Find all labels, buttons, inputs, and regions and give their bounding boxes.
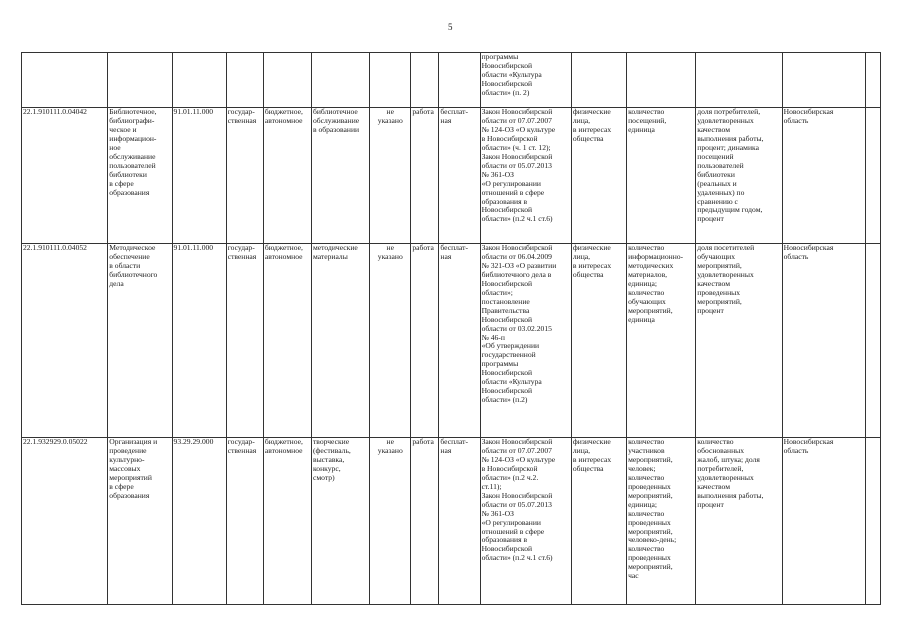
cell-consumers: физические лица, в интересах общества <box>571 438 626 605</box>
cell-code <box>22 53 108 108</box>
cell-extra <box>865 53 880 108</box>
cell-consumers: физические лица, в интересах общества <box>571 108 626 244</box>
cell-content: библиотечное обслуживание в образовании <box>311 108 369 244</box>
cell-consumers <box>571 53 626 108</box>
cell-code: 22.1.910111.0.04042 <box>22 108 108 244</box>
cell-pay: бесплат- ная <box>439 438 480 605</box>
cell-okved: 93.29.29.000 <box>172 438 226 605</box>
cell-region: Новосибирская область <box>782 438 865 605</box>
cell-volume: количество информационно- методических материалов, единица; количество обучающих мероприятий, единица <box>627 244 696 438</box>
cell-okved: 91.01.11.000 <box>172 108 226 244</box>
cell-status: государ- ственная <box>226 244 263 438</box>
cell-name <box>108 53 172 108</box>
cell-content <box>311 53 369 108</box>
cell-consumers: физические лица, в интересах общества <box>571 244 626 438</box>
cell-quality: количество обоснованных жалоб, штука; доля потребителей, удовлетворенных качеством выполнения работы, процент <box>696 438 782 605</box>
table-row <box>22 244 881 438</box>
cell-name: Библиотечное, библиографи- ческое и информацион- ное обслуживание пользователей библиотеки в сфере образования <box>108 108 172 244</box>
cell-content: творческие (фестиваль, выставка, конкурс, смотр) <box>311 438 369 605</box>
cell-institution: бюджетное, автономное <box>263 108 311 244</box>
cell-volume: количество посещений, единица <box>627 108 696 244</box>
cell-code: 22.1.910111.0.04052 <box>22 244 108 438</box>
cell-unspecified: не указано <box>370 108 411 244</box>
cell-pay: бесплат- ная <box>439 244 480 438</box>
cell-quality <box>696 53 782 108</box>
cell-region <box>782 53 865 108</box>
cell-kind: работа <box>411 244 439 438</box>
cell-region: Новосибирская область <box>782 244 865 438</box>
cell-status: государ- ственная <box>226 438 263 605</box>
cell-status: государ- ственная <box>226 108 263 244</box>
cell-unspecified <box>370 53 411 108</box>
cell-pay <box>439 53 480 108</box>
cell-pay: бесплат- ная <box>439 108 480 244</box>
cell-kind: работа <box>411 108 439 244</box>
cell-institution: бюджетное, автономное <box>263 438 311 605</box>
table-row <box>22 108 881 244</box>
cell-okved <box>172 53 226 108</box>
cell-region: Новосибирская область <box>782 108 865 244</box>
cell-extra <box>865 108 880 244</box>
cell-name: Методическое обеспечение в области библиотечного дела <box>108 244 172 438</box>
cell-law: программы Новосибирской области «Культура Новосибирской области» (п. 2) <box>480 53 571 108</box>
cell-kind: работа <box>411 438 439 605</box>
cell-quality: доля потребителей, удовлетворенных качеством выполнения работы, процент; динамика посещений пользователей библиотеки (реальных и удаленных) по сравнению с предыдущим годом, процент <box>696 108 782 244</box>
cell-quality: доля посетителей обучающих мероприятий, удовлетворенных качеством проведенных мероприятий, процент <box>696 244 782 438</box>
cell-law: Закон Новосибирской области от 07.07.2007 № 124-ОЗ «О культуре в Новосибирской области» (ч. 1 ст. 12); Закон Новосибирской области от 05.07.2013 № 361-ОЗ «О регулировании отношений в сфере образования в Новосибирской области» (п.2 ч.1 ст.6) <box>480 108 571 244</box>
continuation-row <box>22 53 881 108</box>
cell-law: Закон Новосибирской области от 06.04.2009 № 321-ОЗ «О развитии библиотечного дела в Новосибирской области»; постановление Правительства Новосибирской области от 03.02.2015 № 46-п «Об утверждении государственной программы Новосибирской области «Культура Новосибирской области» (п.2) <box>480 244 571 438</box>
cell-unspecified: не указано <box>370 244 411 438</box>
cell-institution <box>263 53 311 108</box>
cell-institution: бюджетное, автономное <box>263 244 311 438</box>
cell-volume <box>627 53 696 108</box>
cell-unspecified: не указано <box>370 438 411 605</box>
cell-extra <box>865 244 880 438</box>
cell-kind <box>411 53 439 108</box>
cell-code: 22.1.932929.0.05022 <box>22 438 108 605</box>
cell-law: Закон Новосибирской области от 07.07.2007 № 124-ОЗ «О культуре в Новосибирской области» (п.2 ч.2. ст.11); Закон Новосибирской области от 05.07.2013 № 361-ОЗ «О регулировании отношений в сфере образования в Новосибирской области» (п.2 ч.1 ст.6) <box>480 438 571 605</box>
cell-volume: количество участников мероприятий, человек; количество проведенных мероприятий, единица; количество проведенных мероприятий, человеко-день; количество проведенных мероприятий, час <box>627 438 696 605</box>
page-number: 5 <box>448 22 453 32</box>
table-row <box>22 438 881 605</box>
cell-okved: 91.01.11.000 <box>172 244 226 438</box>
cell-content: методические материалы <box>311 244 369 438</box>
cell-status <box>226 53 263 108</box>
cell-extra <box>865 438 880 605</box>
services-table <box>21 52 881 605</box>
cell-name: Организация и проведение культурно- массовых мероприятий в сфере образования <box>108 438 172 605</box>
